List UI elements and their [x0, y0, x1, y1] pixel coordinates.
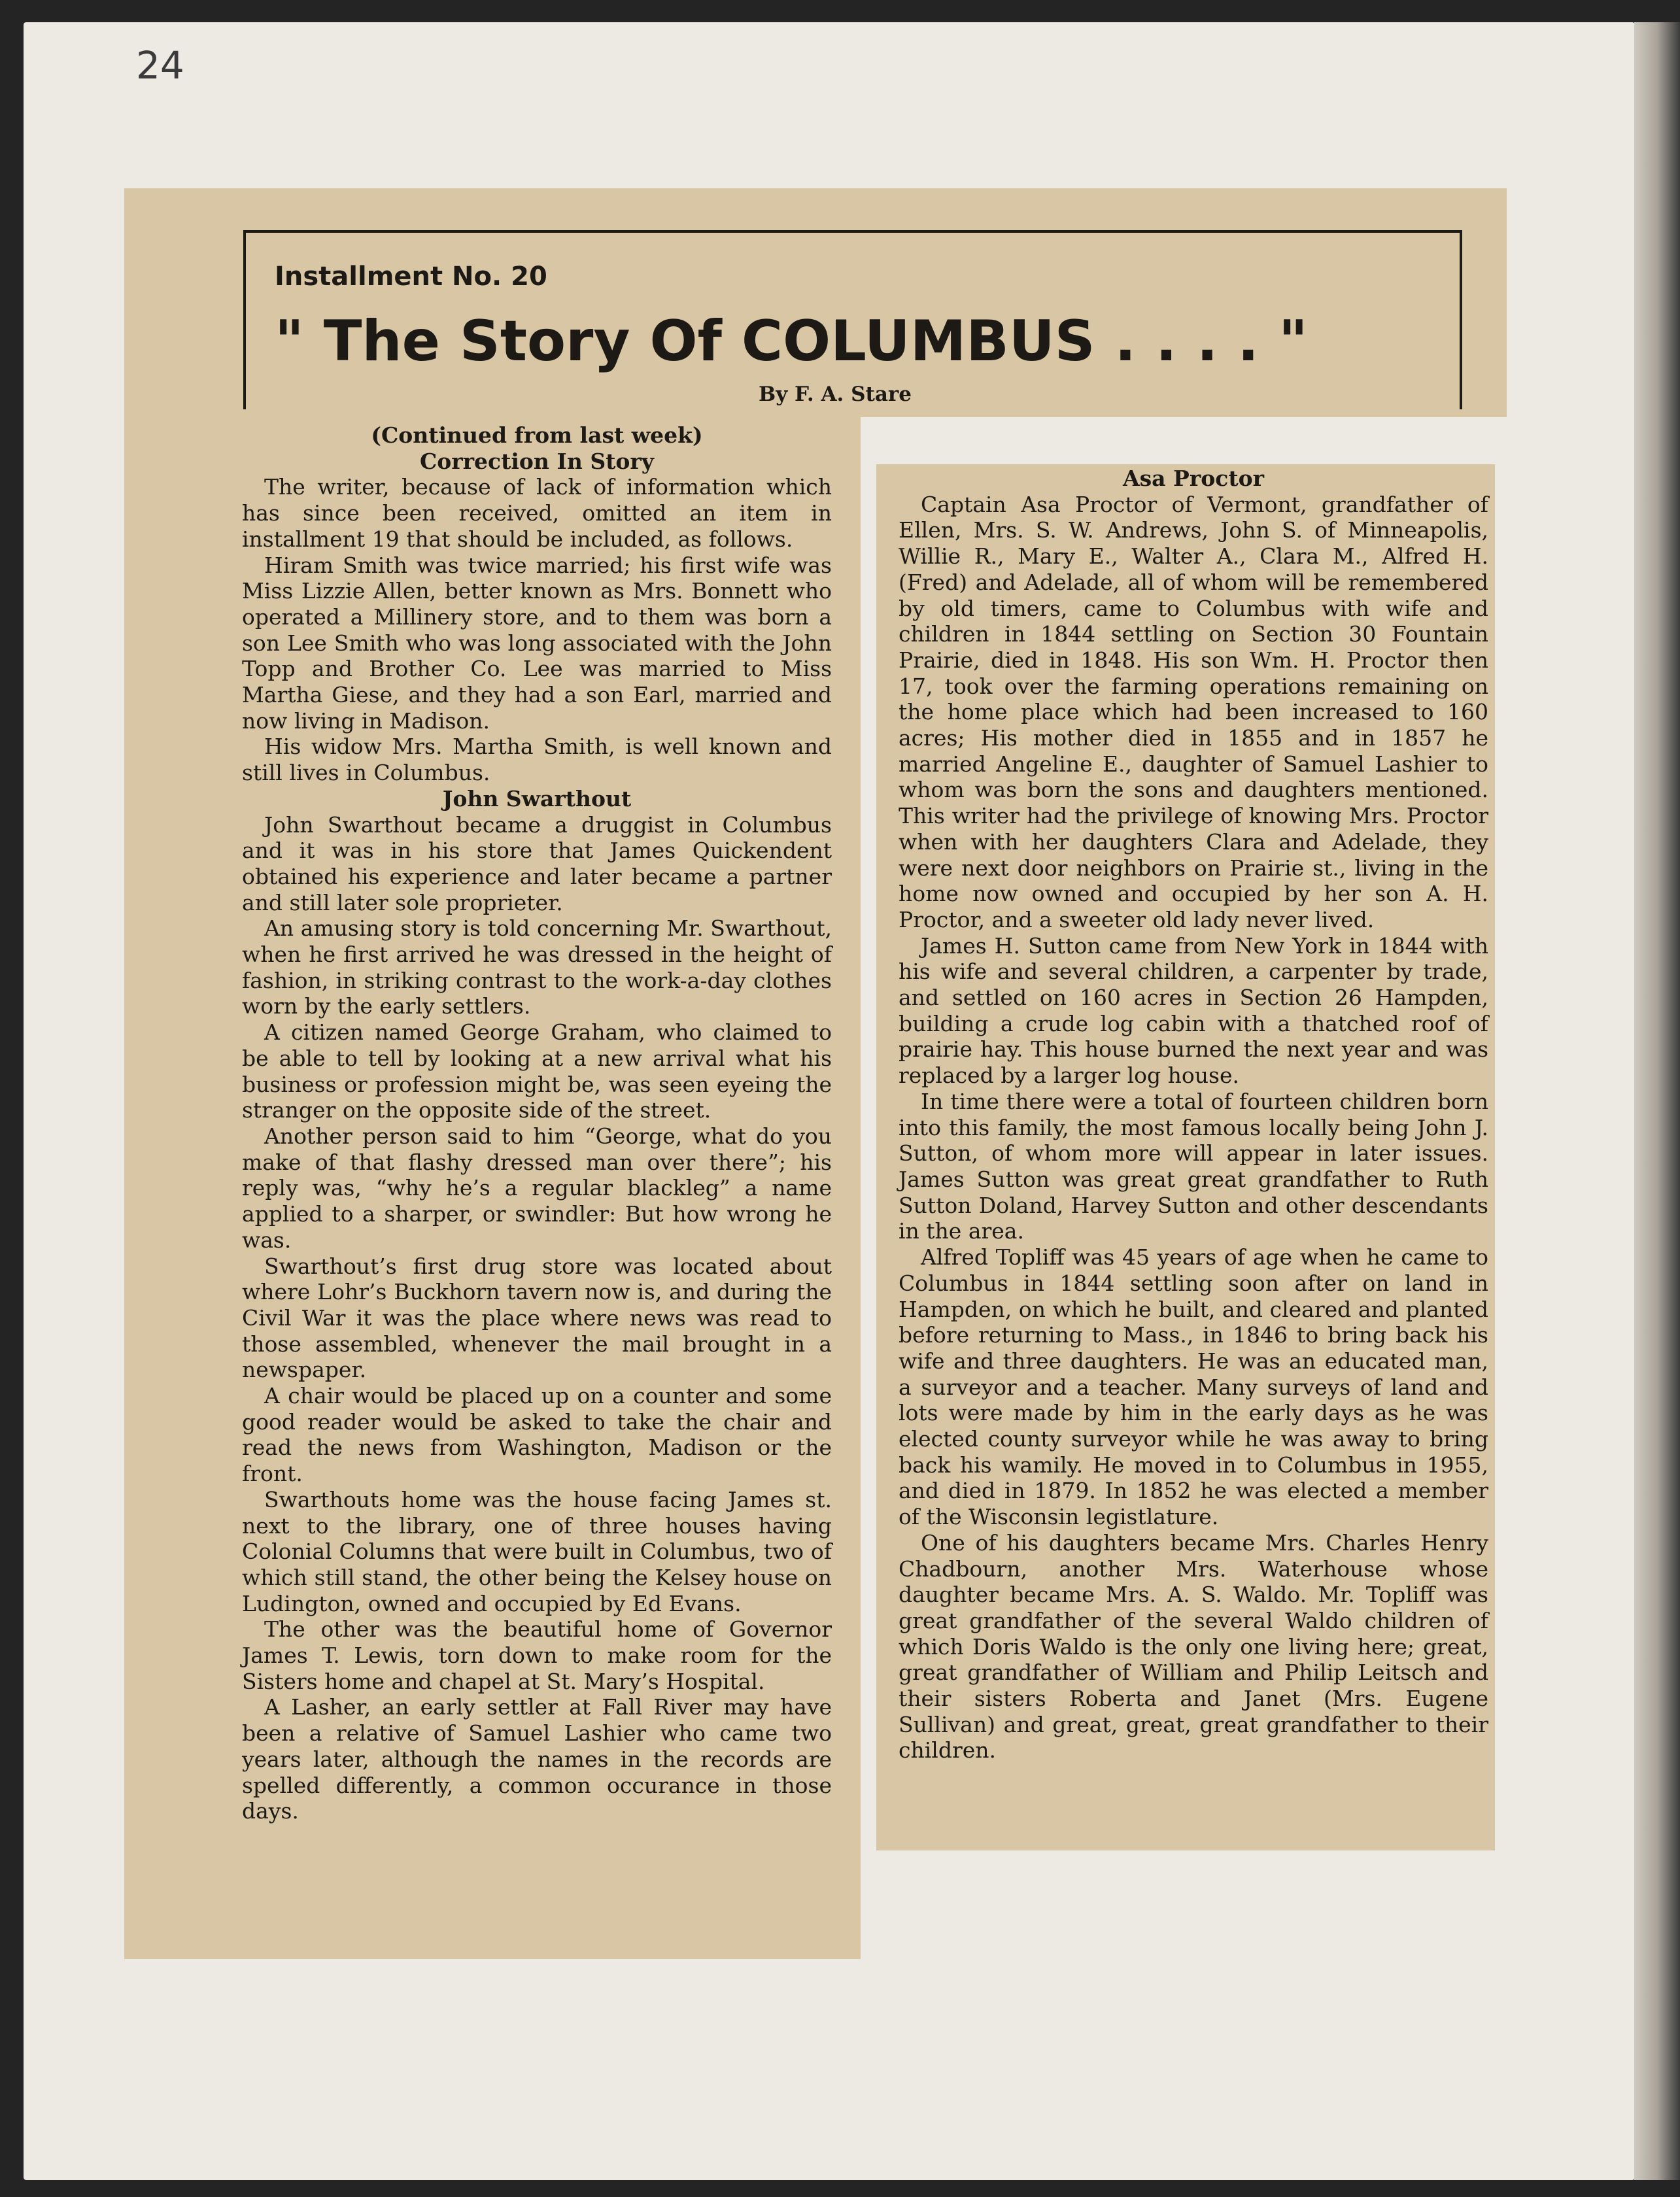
article-paragraph: The other was the beautiful home of Governor James T. Lewis, torn down to make room for the Sisters home and chapel at St. Mary’s Hospital.: [242, 1616, 832, 1694]
article-paragraph: John Swarthout became a druggist in Columbus and it was in his store that James Quickendent obtained his experience and later became a partner and still later sole proprieter.: [242, 811, 832, 915]
page-number: 24: [136, 43, 184, 88]
album-page-edge: [1634, 22, 1680, 2180]
article-paragraph: One of his daughters became Mrs. Charles Henry Chadbourn, another Mrs. Waterhouse whose daughter became Mrs. A. S. Waldo. Mr. Topliff was great grandfather of the several Waldo children of which Doris Waldo is the only one living here; great, great grandfather of William and Philip Leitsch and their sisters Roberta and Janet (Mrs. Eugene Sullivan) and great, great, great grandfather to their children.: [899, 1529, 1488, 1763]
article-paragraph: The writer, because of lack of information which has since been received, omitted an item in installment 19 that should be included, as follows.: [242, 474, 832, 552]
installment-label: Installment No. 20: [275, 262, 547, 292]
article-paragraph: Hiram Smith was twice married; his first wife was Miss Lizzie Allen, better known as Mrs. Bonnett who operated a Millinery store, and to them was born a son Lee Smith who was long associated with the John Topp and Brother Co. Lee was married to Miss Martha Giese, and they had a son Earl, married and now living in Madison.: [242, 552, 832, 734]
article-paragraph: Captain Asa Proctor of Vermont, grandfather of Ellen, Mrs. S. W. Andrews, John S. of Minneapolis, Willie R., Mary E., Walter A., Clara M., Alfred H. (Fred) and Adelade, all of whom will be remembered by old timers, came to Columbus with wife and children in 1844 settling on Section 30 Fountain Prairie, died in 1848. His son Wm. H. Proctor then 17, took over the farming operations remaining on the home place which had been increased to 160 acres; His mother died in 1855 and in 1857 he married Angeline E., daughter of Samuel Lashier to whom was born the sons and daughters mentioned. This writer had the privilege of knowing Mrs. Proctor when with her daughters Clara and Adelade, they were next door neighbors on Prairie st., living in the home now owned and occupied by her son A. H. Proctor, and a sweeter old lady never lived.: [899, 491, 1488, 932]
article-paragraph: Swarthouts home was the house facing James st. next to the library, one of three houses having Colonial Columns that were built in Columbus, two of which still stand, the other being the Kelsey house on Ludington, owned and occupied by Ed Evans.: [242, 1486, 832, 1616]
article-paragraph: An amusing story is told concerning Mr. Swarthout, when he first arrived he was dressed in the height of fashion, in striking contrast to the work-a-day clothes worn by the early settlers.: [242, 915, 832, 1019]
left-column-text: [242, 422, 832, 1824]
article-paragraph: His widow Mrs. Martha Smith, is well known and still lives in Columbus.: [242, 734, 832, 786]
article-paragraph: Alfred Topliff was 45 years of age when he came to Columbus in 1844 settling soon after on land in Hampden, on which he built, and cleared and planted before returning to Mass., in 1846 to bring back his wife and three daughters. He was an educated man, a surveyor and a teacher. Many surveys of land and lots were made by him in the early days as he was elected county surveyor while he was away to bring back his wamily. He moved in to Columbus in 1955, and died in 1879. In 1852 he was elected a member of the Wisconsin legistlature.: [899, 1244, 1488, 1530]
right-column-text: [899, 466, 1488, 1763]
article-paragraph: Another person said to him “George, what do you make of that flashy dressed man over there”; his reply was, “why he’s a regular blackleg” a name applied to a sharper, or swindler: But how wrong he was.: [242, 1123, 832, 1253]
article-paragraph: A Lasher, an early settler at Fall River may have been a relative of Samuel Lashier who came two years later, although the names in the records are spelled differently, a common occurance in those days.: [242, 1694, 832, 1824]
byline: By F. A. Stare: [759, 383, 912, 406]
article-subheading: (Continued from last week): [371, 422, 703, 448]
article-paragraph: In time there were a total of fourteen children born into this family, the most famous locally being John J. Sutton, of whom more will appear in later issues. James Sutton was great great grandfather to Ruth Sutton Doland, Harvey Sutton and other descendants in the area.: [899, 1088, 1488, 1244]
article-subheading: Correction In Story: [420, 448, 654, 474]
article-subheading: John Swarthout: [442, 785, 632, 811]
article-paragraph: Swarthout’s first drug store was located about where Lohr’s Buckhorn tavern now is, and during the Civil War it was the place where news was read to those assembled, whenever the mail brought in a newspaper.: [242, 1253, 832, 1383]
article-paragraph: James H. Sutton came from New York in 1844 with his wife and several children, a carpenter by trade, and settled on 160 acres in Section 26 Hampden, building a crude log cabin with a thatched roof of prairie hay. This house burned the next year and was replaced by a larger log house.: [899, 932, 1488, 1089]
story-title: " The Story Of COLUMBUS . . . . ": [275, 309, 1308, 374]
article-paragraph: A chair would be placed up on a counter and some good reader would be asked to take the chair and read the news from Washington, Madison or the front.: [242, 1383, 832, 1487]
article-paragraph: A citizen named George Graham, who claimed to be able to tell by looking at a new arrival what his business or profession might be, was seen eyeing the stranger on the opposite side of the street.: [242, 1019, 832, 1123]
article-subheading: Asa Proctor: [1123, 466, 1264, 491]
